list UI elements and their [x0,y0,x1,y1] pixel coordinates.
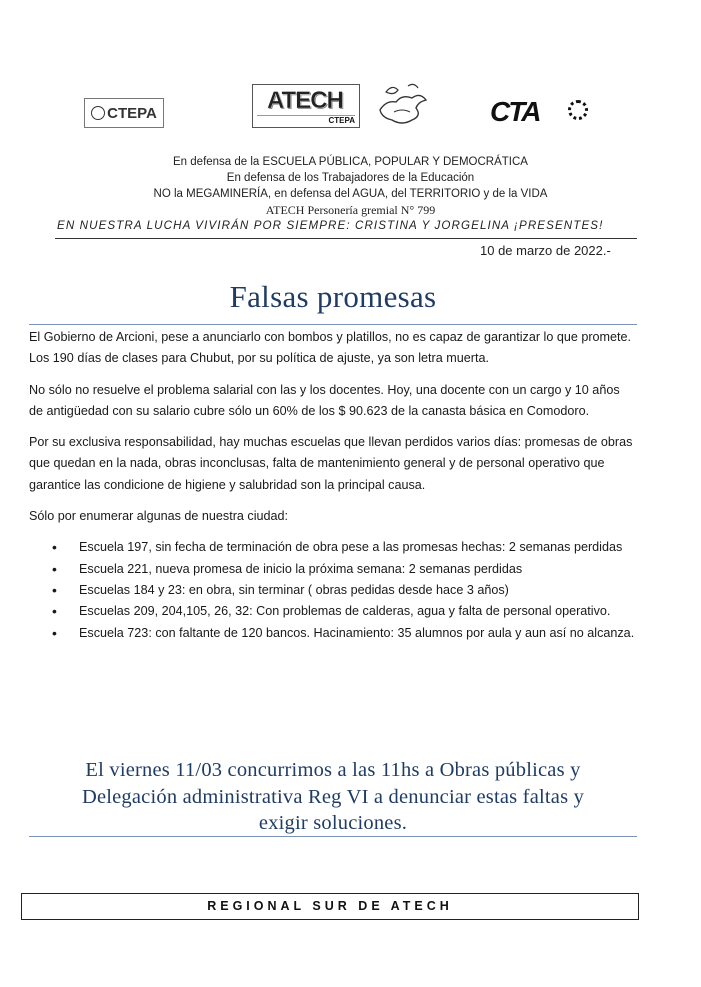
page-title: Falsas promesas [229,279,437,314]
cta-logo [490,98,600,126]
ctepa-logo [84,98,164,128]
letterhead-line-4: ATECH Personería gremial N° 799 [265,203,436,217]
atech-logo-text: ATECH [267,87,343,114]
list-item: • Escuela 197, sin fecha de terminación de obra pese a las promesas hechas: 2 semanas perdidas [79,537,637,558]
paragraph-3: Por su exclusiva responsabilidad, hay muchas escuelas que llevan perdidos varios días: promesas de obras que quedan en la nada, obras inconclusas, falta de mantenimiento general y de personal operativo que garantice las condicione de higiene y salubridad son la principal causa. [29,435,633,492]
document-date: 10 de marzo de 2022.- [480,243,611,258]
closing-line-3: exigir soluciones. [258,812,408,834]
list-item: • Escuelas 209, 204,105, 26, 32: Con problemas de calderas, agua y falta de personal operativo. [79,601,637,622]
school-list [29,537,637,643]
atech-logo-subtext: CTEPA [328,116,355,125]
ctepa-logo-text: CTEPA [107,104,157,122]
paragraph-2: No sólo no resuelve el problema salarial con las y los docentes. Hoy, una docente con un cargo y 10 años de antigüedad con su salario cubre sólo un 60% de los $ 90.623 de la canasta básica en Comodoro. [29,382,620,418]
letterhead-line-2: En defensa de los Trabajadores de la Educación [226,172,475,184]
closing-line-1: El viernes 11/03 concurrimos a las 11hs a Obras públicas y [85,759,581,781]
list-item: • Escuela 723: con faltante de 120 bancos. Hacinamiento: 35 alumnos por aula y aun así no alcanza. [79,623,637,644]
sun-icon [568,100,588,120]
letterhead-line-3: NO la MEGAMINERÍA, en defensa del AGUA, del TERRITORIO y de la VIDA [153,188,548,200]
closing-line-2: Delegación administrativa Reg VI a denunciar estas faltas y [81,785,585,808]
letterhead [0,154,701,218]
closing-statement [0,757,666,837]
ctepa-emblem-icon [91,106,105,120]
list-item: • Escuela 221, nueva promesa de inicio la próxima semana: 2 semanas perdidas [79,559,637,580]
atech-logo [252,84,360,128]
footer-signature: REGIONAL SUR DE ATECH [21,893,639,920]
motto: EN NUESTRA LUCHA VIVIRÁN POR SIEMPRE: CRISTINA Y JORGELINA ¡PRESENTES! [57,219,604,232]
list-item: • Escuelas 184 y 23: en obra, sin terminar ( obras pedidas desde hace 3 años) [79,580,637,601]
logo-bar [0,78,701,138]
paragraph-1: El Gobierno de Arcioni, pese a anunciarlo con bombos y platillos, no es capaz de garantizar lo que promete. Los 190 días de clases para Chubut, por su política de ajuste, ya son letra muerta. [29,330,632,366]
document-body [29,327,637,644]
header-divider [55,238,637,239]
closing-divider [29,836,637,837]
paragraph-4: Sólo por enumerar algunas de nuestra ciudad: [29,509,289,524]
title-divider [29,324,637,325]
cta-logo-text: CTA [490,96,540,127]
letterhead-line-1: En defensa de la ESCUELA PÚBLICA, POPULAR Y DEMOCRÁTICA [173,156,528,168]
bird-hand-logo-icon [372,80,432,130]
